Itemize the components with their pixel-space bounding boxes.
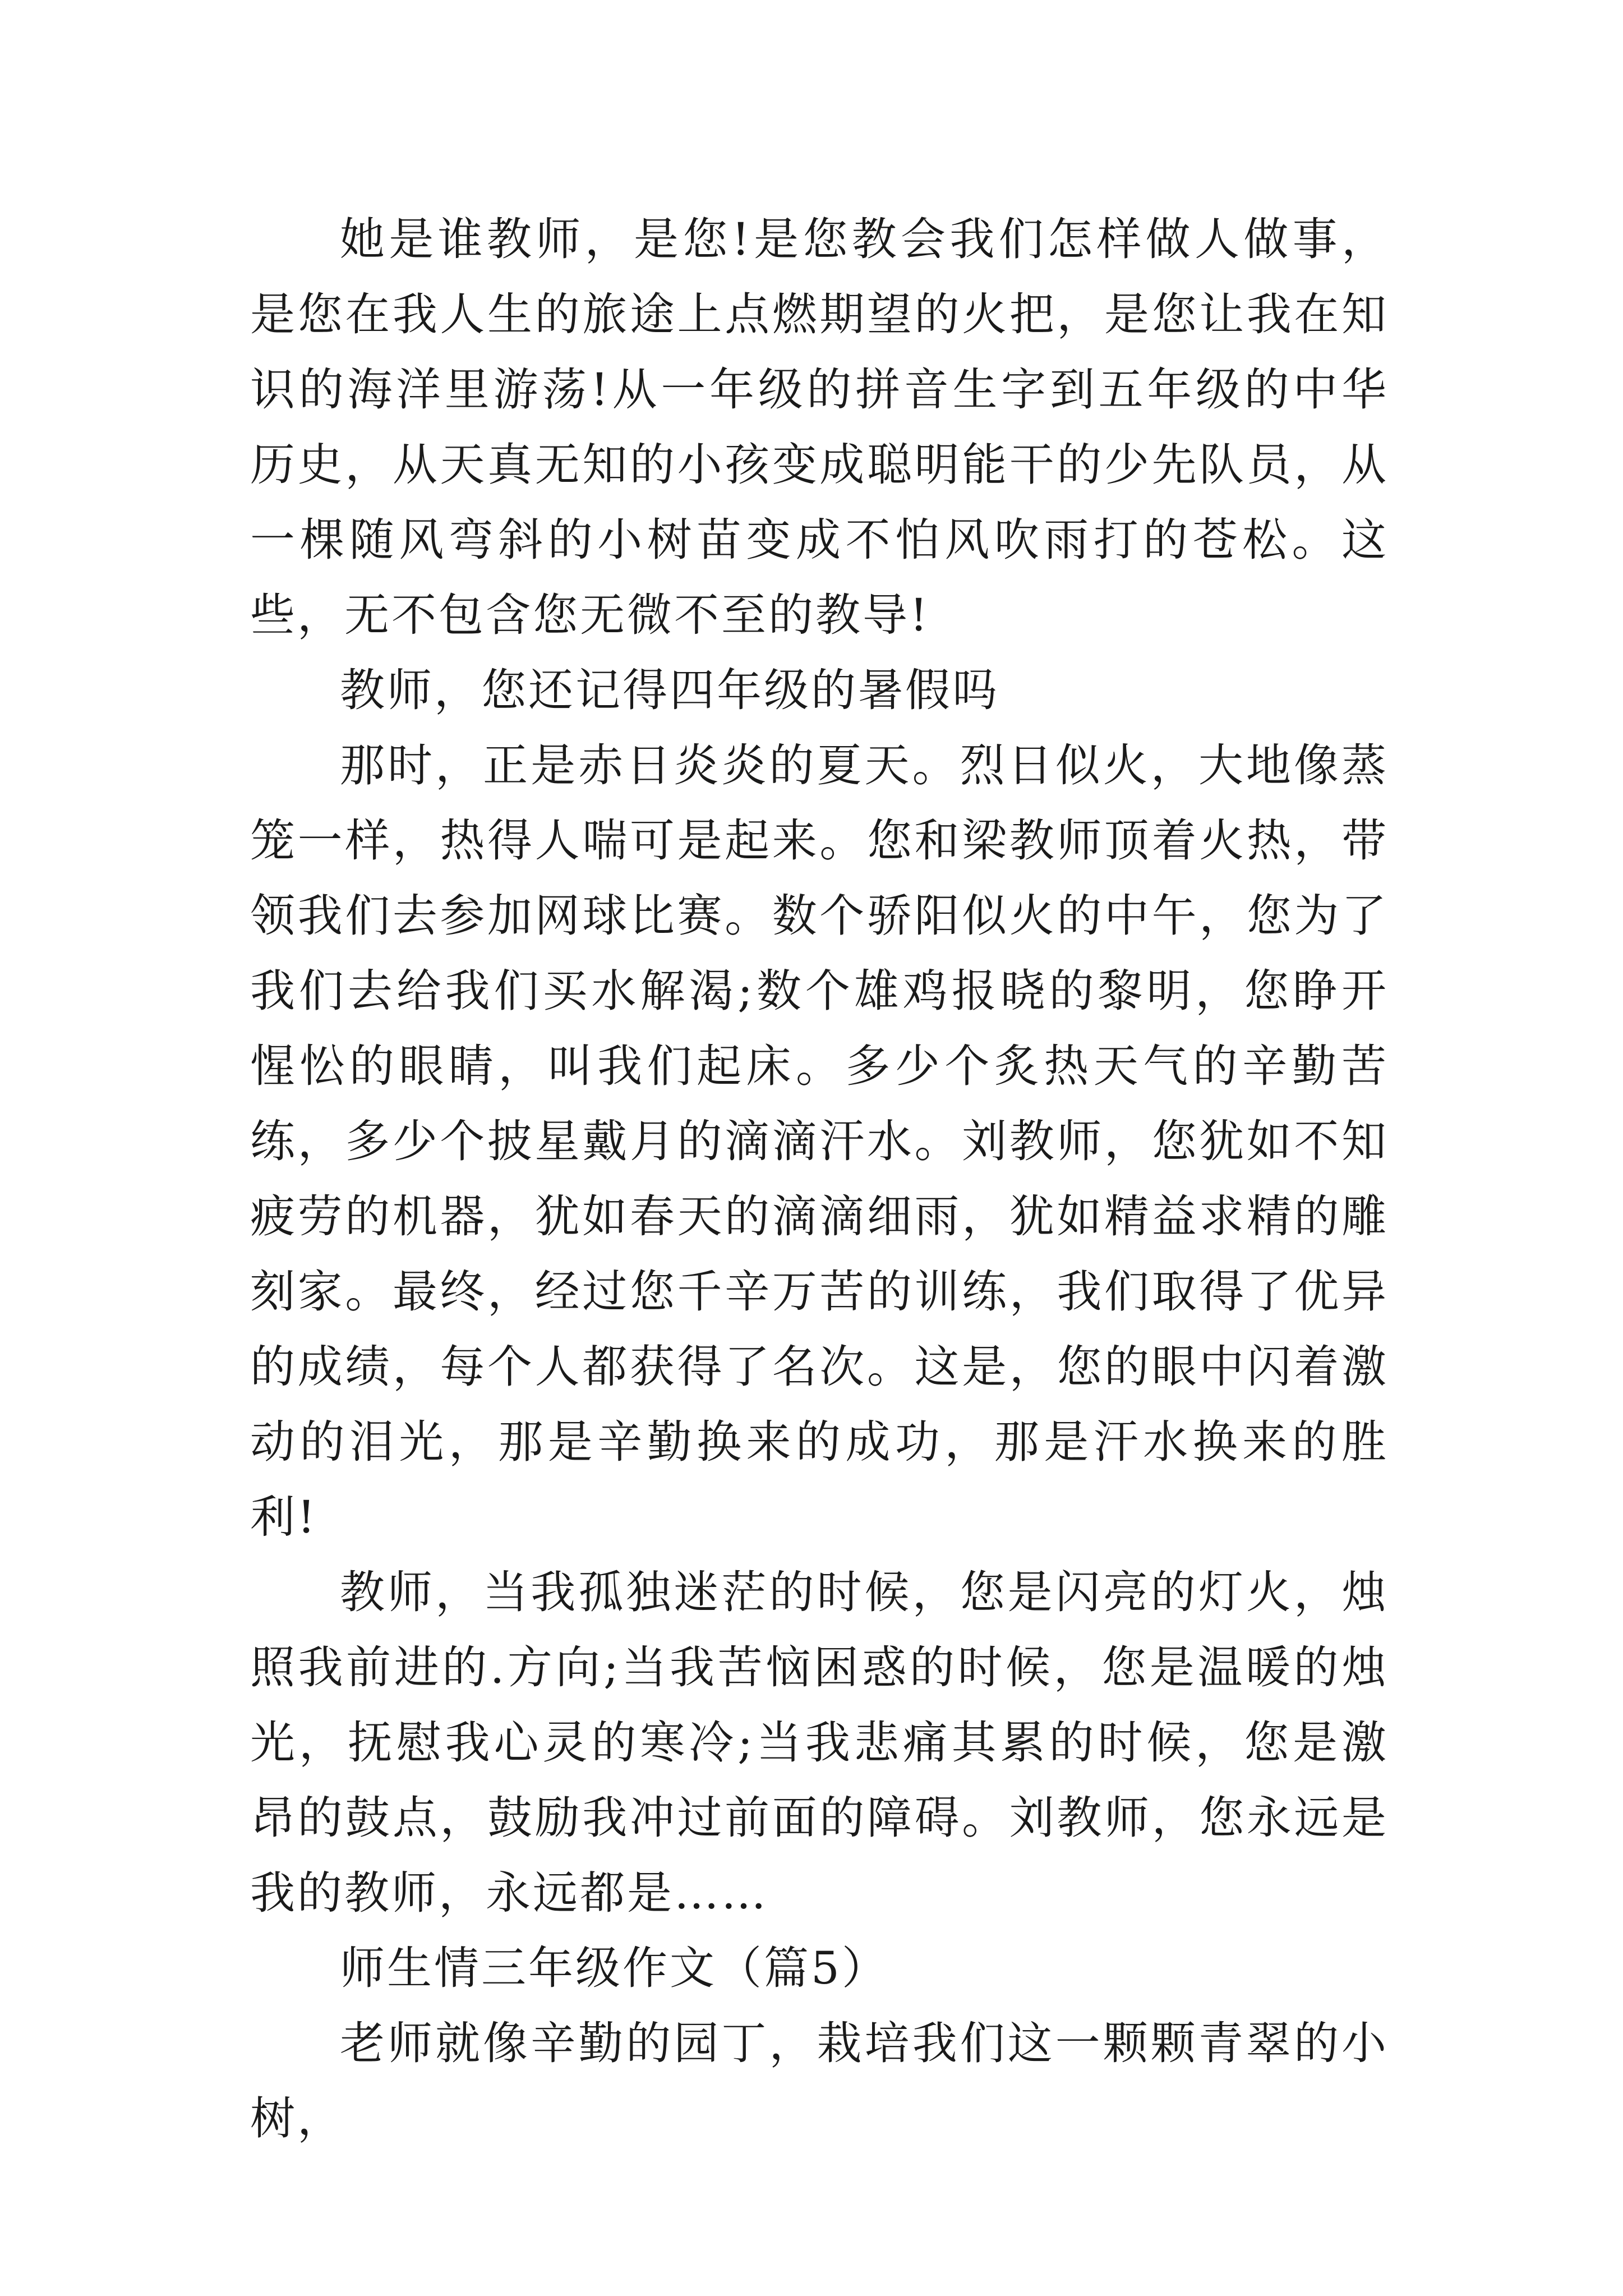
paragraph-summer-question: 教师，您还记得四年级的暑假吗	[340, 664, 999, 716]
paragraph-gardener: 老师就像辛勤的园丁，栽培我们这一颗颗青翠的小树，	[250, 2017, 1389, 2145]
section-title: 师生情三年级作文（篇5）	[340, 1942, 889, 1994]
paragraph-summer-story: 那时，正是赤日炎炎的夏天。烈日似火，大地像蒸笼一样，热得人喘可是起来。您和梁教师顶着火热，带领我们去参加网球比赛。数个骄阳似火的中午，您为了我们去给我们买水解渴;数个雄鸡报晓的黎明，您睁开惺忪的眼睛，叫我们起床。多少个炙热天气的辛勤苦练，多少个披星戴月的滴滴汗水。刘教师，您犹如不知疲劳的机器，犹如春天的滴滴细雨，犹如精益求精的雕刻家。最终，经过您千辛万苦的训练，我们取得了优异的成绩，每个人都获得了名次。这是，您的眼中闪着激动的泪光，那是辛勤换来的成功，那是汗水换来的胜利!	[250, 739, 1389, 1543]
paragraph-gratitude: 她是谁教师，是您!是您教会我们怎样做人做事，是您在我人生的旅途上点燃期望的火把，是您让我在知识的海洋里游荡!从一年级的拼音生字到五年级的中华历史，从天真无知的小孩变成聪明能干的少先队员，从一棵随风弯斜的小树苗变成不怕风吹雨打的苍松。这些，无不包含您无微不至的教导!	[250, 213, 1389, 641]
essay-body	[250, 202, 1389, 2156]
paragraph-guidance: 教师，当我孤独迷茫的时候，您是闪亮的灯火，烛照我前进的.方向;当我苦恼困惑的时候，您是温暖的烛光，抚慰我心灵的寒冷;当我悲痛其累的时候，您是激昂的鼓点，鼓励我冲过前面的障碍。刘教师，您永远是我的教师，永远都是……	[250, 1566, 1389, 1919]
